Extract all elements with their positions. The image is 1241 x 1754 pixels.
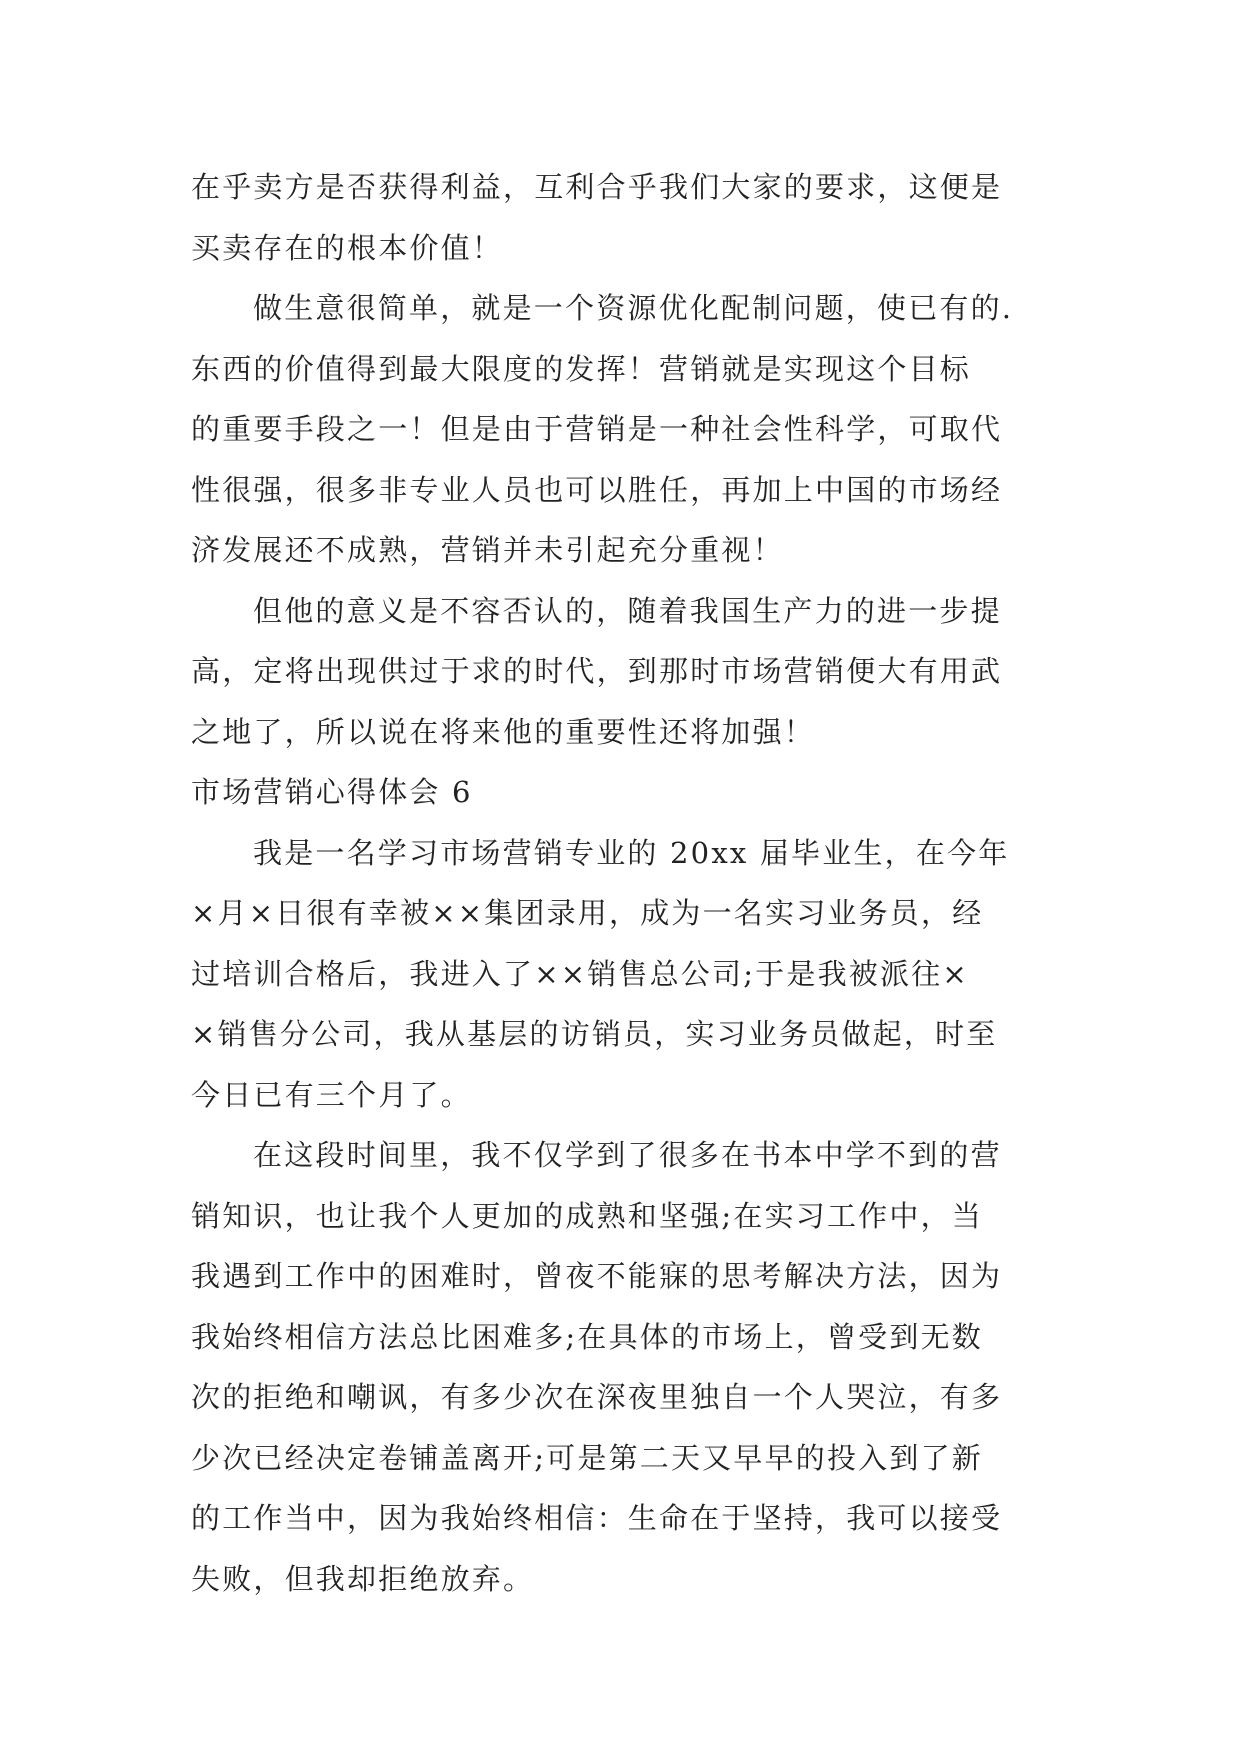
text-line: 失败，但我却拒绝放弃。 [191, 1561, 535, 1596]
text-line: 济发展还不成熟，营销并未引起充分重视！ [191, 533, 784, 567]
text-line: 在这段时间里，我不仅学到了很多在书本中学不到的营 [253, 1138, 1002, 1172]
text-line: 销知识，也让我个人更加的成熟和坚强;在实习工作中，当 [191, 1198, 983, 1233]
text-line: 过培训合格后，我进入了××销售总公司;于是我被派往× [191, 956, 969, 991]
document-body [191, 157, 1051, 1609]
text-line: ×月×日很有幸被××集团录用，成为一名实习业务员，经 [191, 896, 984, 930]
text-line: 但他的意义是不容否认的，随着我国生产力的进一步提 [253, 593, 1002, 628]
text-line: 我始终相信方法总比困难多;在具体的市场上，曾受到无数 [191, 1319, 983, 1354]
text-line: 我是一名学习市场营销专业的 20xx 届毕业生，在今年 [253, 835, 1010, 870]
text-line: 次的拒绝和嘲讽，有多少次在深夜里独自一个人哭泣，有多 [191, 1380, 1003, 1414]
text-line: ×销售分公司，我从基层的访销员，实习业务员做起，时至 [191, 1017, 998, 1051]
text-line: 的工作当中，因为我始终相信：生命在于坚持，我可以接受 [191, 1501, 1003, 1535]
text-line: 的重要手段之一！但是由于营销是一种社会性科学，可取代 [191, 412, 1003, 446]
text-line: 做生意很简单，就是一个资源优化配制问题，使已有的. [253, 291, 1014, 325]
text-line: 我遇到工作中的困难时，曾夜不能寐的思考解决方法，因为 [191, 1259, 1003, 1293]
section-heading: 市场营销心得体会 6 [191, 775, 473, 809]
text-line: 性很强，很多非专业人员也可以胜任，再加上中国的市场经 [191, 472, 1003, 507]
text-line: 今日已有三个月了。 [191, 1077, 472, 1112]
text-line: 买卖存在的根本价值！ [191, 230, 504, 265]
text-line: 之地了，所以说在将来他的重要性还将加强！ [191, 714, 816, 749]
text-line: 东西的价值得到最大限度的发挥！营销就是实现这个目标 [191, 351, 972, 386]
text-line: 少次已经决定卷铺盖离开;可是第二天又早早的投入到了新 [191, 1440, 983, 1475]
text-line: 在乎卖方是否获得利益，互利合乎我们大家的要求，这便是 [191, 170, 1003, 204]
text-line: 高，定将出现供过于求的时代，到那时市场营销便大有用武 [191, 654, 1003, 688]
